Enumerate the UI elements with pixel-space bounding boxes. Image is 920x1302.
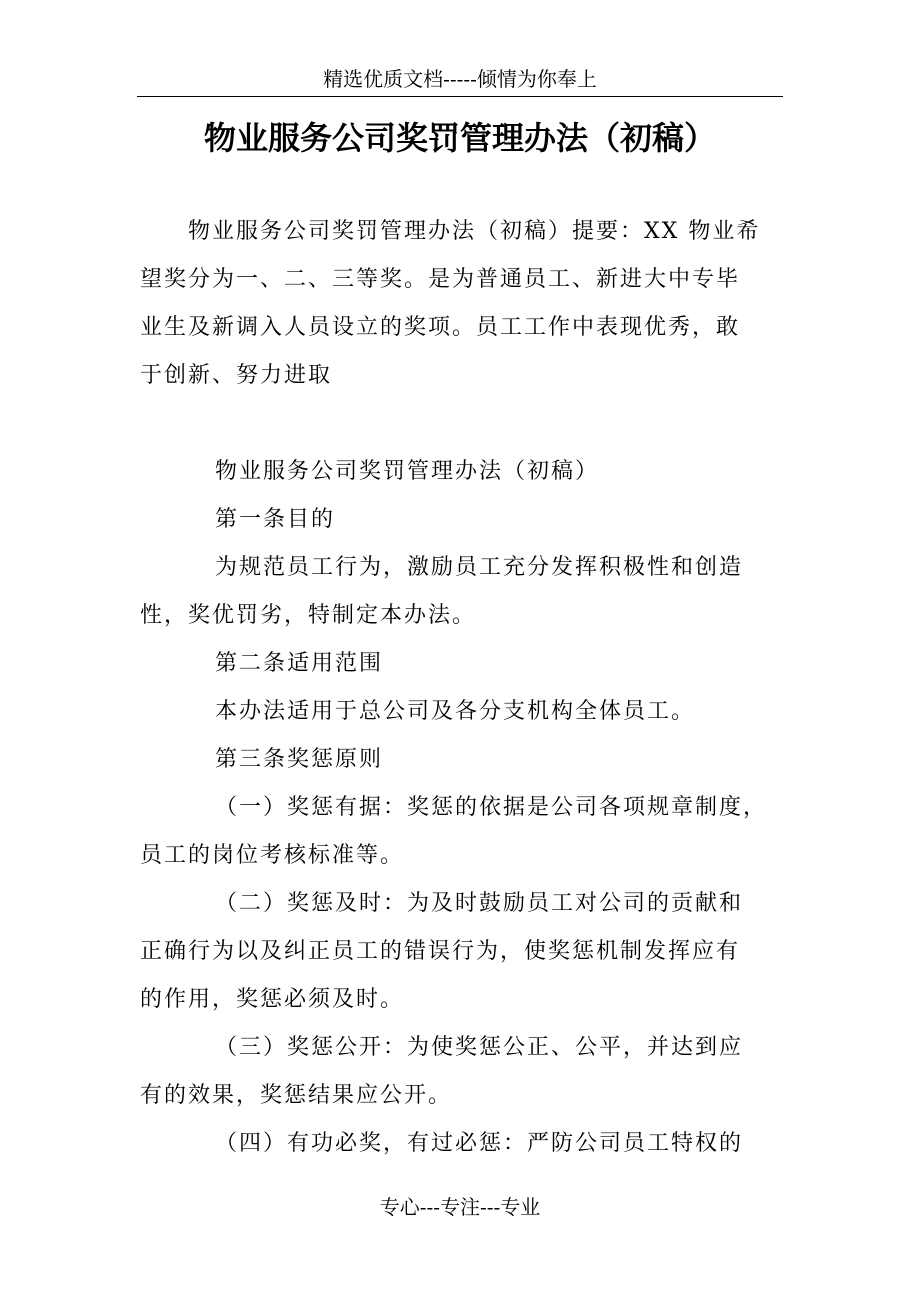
document-title: 物业服务公司奖罚管理办法（初稿） bbox=[203, 119, 716, 157]
principle-item: （三）奖惩公开：为使奖惩公正、公平，并达到应 bbox=[215, 1035, 744, 1060]
body-line: 性，奖优罚劣，特制定本办法。 bbox=[140, 603, 477, 628]
article-heading: 第一条目的 bbox=[215, 507, 336, 532]
body-text bbox=[140, 448, 772, 1168]
body-line: 为规范员工行为，激励员工充分发挥积极性和创造 bbox=[215, 555, 744, 580]
body-line: 的作用，奖惩必须及时。 bbox=[140, 987, 405, 1012]
abstract-line: 物业服务公司奖罚管理办法（初稿）提要：XX 物业希 bbox=[188, 219, 761, 244]
principle-item: （四）有功必奖，有过必惩：严防公司员工特权的 bbox=[215, 1131, 744, 1156]
article-heading: 第二条适用范围 bbox=[215, 651, 384, 676]
page-header: 精选优质文档-----倾情为你奉上 bbox=[323, 67, 597, 91]
body-line: 正确行为以及纠正员工的错误行为，使奖惩机制发挥应有 bbox=[140, 939, 741, 964]
body-heading: 物业服务公司奖罚管理办法（初稿） bbox=[215, 459, 600, 484]
abstract-line: 于创新、努力进取 bbox=[140, 363, 333, 388]
body-line: 有的效果，奖惩结果应公开。 bbox=[140, 1083, 453, 1108]
article-heading: 第三条奖惩原则 bbox=[215, 747, 384, 772]
principle-item: （二）奖惩及时：为及时鼓励员工对公司的贡献和 bbox=[215, 891, 744, 916]
abstract-line: 业生及新调入人员设立的奖项。员工工作中表现优秀，敢 bbox=[140, 315, 741, 340]
page-footer: 专心---专注---专业 bbox=[379, 1195, 541, 1219]
abstract-line: 望奖分为一、二、三等奖。是为普通员工、新进大中专毕 bbox=[140, 267, 741, 292]
body-line: 员工的岗位考核标准等。 bbox=[140, 843, 405, 868]
body-line: 本办法适用于总公司及各分支机构全体员工。 bbox=[215, 699, 696, 724]
header-divider bbox=[137, 96, 783, 97]
principle-item: （一）奖惩有据：奖惩的依据是公司各项规章制度， bbox=[215, 795, 768, 820]
abstract-paragraph bbox=[140, 208, 772, 400]
